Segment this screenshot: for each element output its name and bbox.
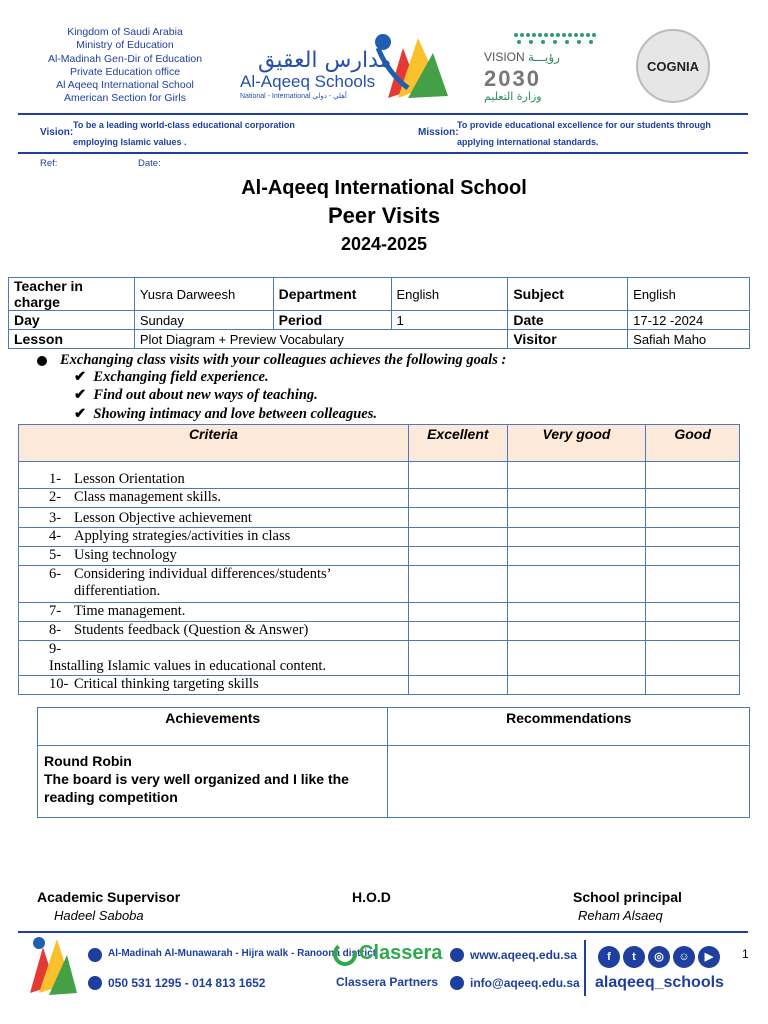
mission-line: applying international standards. [457,137,599,147]
rating-cell[interactable] [408,603,507,622]
goal-item [74,406,377,423]
school-logo [238,28,458,104]
email-icon [450,976,464,990]
criterion-cell [19,508,409,528]
footer-email[interactable]: info@aqeeq.edu.sa [470,976,580,990]
vision-word: VISION [484,50,525,64]
rating-cell[interactable] [408,508,507,528]
vision-statement [73,117,295,151]
mid-rule [18,152,748,154]
goals-intro: Exchanging class visits with your colleagues achieves the following goals : [60,352,507,368]
supervisor-name: Hadeel Saboba [54,908,144,923]
criterion-label: Using technology [74,547,177,563]
header-line: American Section for Girls [64,92,186,105]
document-title: Peer Visits [327,203,441,228]
rating-cell[interactable] [646,603,740,622]
teacher-value: Yusra Darweesh [134,278,273,311]
rating-cell[interactable] [507,603,646,622]
info-key: Period [273,311,391,330]
rating-cell[interactable] [408,676,507,695]
rating-cell[interactable] [646,676,740,695]
footer-logo-icon [25,935,77,997]
supervisor-title: Academic Supervisor [37,889,181,905]
rating-cell[interactable] [408,566,507,603]
rating-cell[interactable] [507,566,646,603]
criterion-cell [19,566,409,603]
subject-value: English [628,278,750,311]
recommendations-cell[interactable] [388,746,750,818]
rating-cell[interactable] [507,676,646,695]
table-row [19,528,740,547]
footer-phones: 050 531 1295 - 014 813 1652 [108,976,266,990]
twitter-icon[interactable]: t [623,946,645,968]
goal-text: Showing intimacy and love between colleagues. [93,406,377,422]
info-key: Department [273,278,391,311]
table-row [9,278,750,311]
criterion-label: Considering individual differences/students’ differentiation. [74,566,331,599]
date-value: 17-12 -2024 [628,311,750,330]
criterion-cell [19,603,409,622]
rating-cell[interactable] [507,508,646,528]
header-line: Al-Madinah Gen-Dir of Education [47,52,203,65]
rating-cell[interactable] [646,528,740,547]
top-rule [18,113,748,115]
rating-cell[interactable] [507,462,646,489]
rating-cell[interactable] [408,528,507,547]
table-row [19,676,740,695]
feedback-table [37,707,750,818]
info-key: Subject [508,278,628,311]
rating-cell[interactable] [646,462,740,489]
criterion-number: 4- [49,528,62,544]
column-header: Criteria [19,425,409,462]
info-key: Lesson [9,330,135,349]
vision-dots-icon [512,30,602,50]
school-title: Al-Aqeeq International School [241,177,527,199]
logo-subtitle: National - International أهلي - دولي [240,93,347,100]
footer-website[interactable]: www.aqeeq.edu.sa [470,948,577,962]
info-key: Visitor [508,330,628,349]
logo-arabic: مدارس العقيق [258,48,392,73]
vision-label: Vision: [40,127,74,138]
academic-year: 2024-2025 [340,234,428,254]
period-value: 1 [391,311,508,330]
criterion-number: 5- [49,547,62,563]
info-key: Date [508,311,628,330]
table-row [19,566,740,603]
goal-text: Exchanging field experience. [93,369,269,385]
criterion-cell [19,676,409,695]
criterion-label: Critical thinking targeting skills [74,676,259,692]
page-number: 1 [742,947,749,961]
date-label: Date: [138,158,161,169]
location-icon [88,948,102,962]
rating-cell[interactable] [646,566,740,603]
rating-cell[interactable] [408,547,507,566]
goal-item [74,369,269,386]
classera-logo-icon [333,942,357,966]
criterion-number: 8- [49,622,62,638]
table-row [19,622,740,641]
criterion-cell [19,528,409,547]
header-line: Kingdom of Saudi Arabia [67,26,183,38]
header-line: Al Aqeeq International School [56,79,194,92]
logo-english: Al-Aqeeq Schools [240,72,376,91]
criterion-label: Installing Islamic values in educational content. [49,658,327,674]
header-line: Private Education office [69,65,181,78]
criterion-cell [19,622,409,641]
department-value: English [391,278,508,311]
social-handle: alaqeeq_schools [595,974,724,991]
mission-line: To provide educational excellence for our students through [457,120,711,130]
check-icon: ✔ [74,406,87,422]
criteria-table [18,424,740,695]
ref-label: Ref: [40,158,58,169]
principal-name: Reham Alsaeq [578,908,663,923]
rating-cell[interactable] [507,547,646,566]
table-header-row [19,425,740,462]
achievement-line: Round Robin [44,753,132,769]
info-key: Teacher in charge [9,278,135,311]
cognia-badge [636,29,710,103]
vision-arabic-top: رؤيـــة [528,50,560,64]
check-icon: ✔ [74,369,87,385]
vision-2030-logo [482,28,602,104]
table-row [9,330,750,349]
vision-year: 2030 [484,66,541,91]
rating-cell[interactable] [507,489,646,508]
criterion-number: 10- [49,676,69,692]
table-row [19,641,740,676]
rating-cell[interactable] [507,622,646,641]
achievements-cell[interactable] [38,746,388,818]
footer-address: Al-Madinah Al-Munawarah - Hijra walk - Ranoona district [108,948,376,959]
column-header: Excellent [408,425,507,462]
achievements-header: Achievements [38,708,388,746]
ministry-arabic: وزارة التعليم [484,90,542,103]
info-key: Day [9,311,135,330]
rating-cell[interactable] [646,641,740,676]
criterion-number: 6- [49,566,62,582]
criterion-number: 7- [49,603,62,619]
criterion-cell [19,462,409,489]
classera-partners: Classera Partners [336,975,439,989]
criterion-number: 1- [49,471,62,487]
rating-cell[interactable] [408,641,507,676]
criterion-cell [19,547,409,566]
cognia-text: COGNIA [647,58,699,74]
rating-cell[interactable] [507,528,646,547]
rating-cell[interactable] [646,489,740,508]
bullet-dot-icon [37,356,47,366]
criterion-label: Applying strategies/activities in class [74,528,291,544]
mission-statement [457,117,711,151]
facebook-icon[interactable]: f [598,946,620,968]
table-row [19,462,740,489]
day-value: Sunday [134,311,273,330]
table-row [38,746,750,818]
criterion-label: Lesson Objective achievement [74,510,252,526]
lesson-value: Plot Diagram + Preview Vocabulary [134,330,508,349]
criterion-number: 2- [49,489,62,505]
criterion-number: 3- [49,510,62,526]
classera-brand: Classera [359,942,443,964]
achievement-line: The board is very well organized and I like the reading competition [44,771,349,805]
vision-label [484,50,560,64]
phone-icon [88,976,102,990]
table-row [19,508,740,528]
footer-rule [18,931,748,933]
criterion-cell [19,489,409,508]
criterion-label: Class management skills. [74,489,221,505]
criterion-label: Lesson Orientation [74,471,185,487]
criterion-label: Students feedback (Question & Answer) [74,622,309,638]
ministry-header [30,26,220,106]
criterion-number: 9- [49,641,62,657]
header-line: Ministry of Education [76,39,174,52]
criterion-cell [19,641,409,676]
vision-line: employing Islamic values . [73,137,187,147]
rating-cell[interactable] [646,622,740,641]
table-row [19,603,740,622]
table-header-row [38,708,750,746]
rating-cell[interactable] [408,489,507,508]
snapchat-icon[interactable]: ☺ [673,946,695,968]
table-row [9,311,750,330]
goal-text: Find out about new ways of teaching. [93,387,318,403]
rating-cell[interactable] [408,622,507,641]
rating-cell[interactable] [646,508,740,528]
column-header: Good [646,425,740,462]
mission-label: Mission: [418,127,459,138]
visitor-value: Safiah Maho [628,330,750,349]
footer-divider [584,940,586,996]
visit-info-table [8,277,750,349]
column-header: Very good [507,425,646,462]
vision-line: To be a leading world-class educational corporation [73,120,295,130]
youtube-icon[interactable]: ▶ [698,946,720,968]
hod-title: H.O.D [352,889,391,905]
globe-icon [450,948,464,962]
rating-cell[interactable] [507,641,646,676]
rating-cell[interactable] [646,547,740,566]
principal-title: School principal [573,889,682,905]
check-icon: ✔ [74,387,87,403]
table-row [19,547,740,566]
goal-item [74,387,318,404]
criterion-label: Time management. [74,603,186,619]
recommendations-header: Recommendations [388,708,750,746]
table-row [19,489,740,508]
instagram-icon[interactable]: ◎ [648,946,670,968]
rating-cell[interactable] [408,462,507,489]
